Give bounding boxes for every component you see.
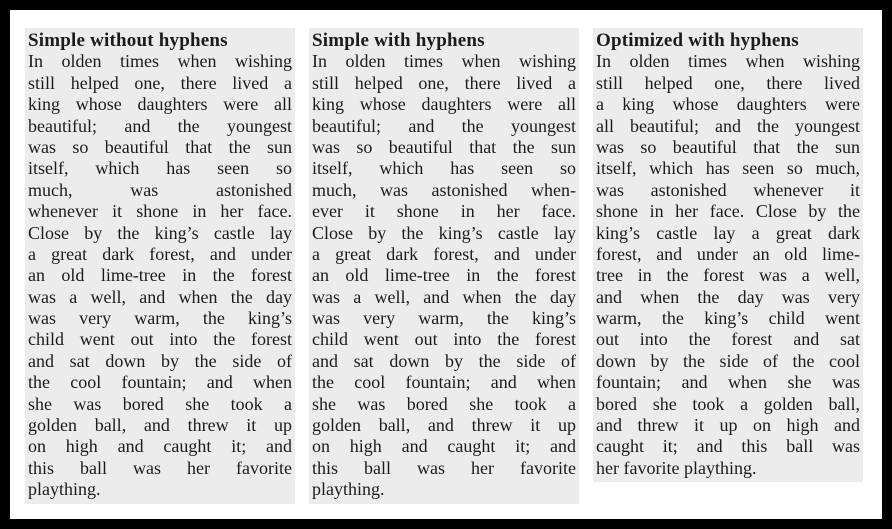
text-line: a great dark forest, and under (312, 243, 576, 264)
text-line: king whose daughters were all (312, 94, 576, 115)
text-line: golden ball, and threw it up (312, 415, 576, 436)
text-line: forest, and under an old lime- (596, 243, 860, 264)
text-line: was a well, and when the day (28, 286, 292, 307)
text-line: still helped one, there lived a (28, 72, 292, 93)
text-line: she was bored she took a (312, 393, 576, 414)
text-line: an old lime-tree in the forest (28, 265, 292, 286)
text-line: tree in the forest was a well, (596, 265, 860, 286)
column-body-text (28, 51, 292, 500)
text-line: was so beautiful that the sun (28, 136, 292, 157)
text-line: was astonished whenever it (596, 179, 860, 200)
text-line: itself, which has seen so (28, 158, 292, 179)
text-line: on high and caught it; and (28, 436, 292, 457)
column-body-text (312, 51, 576, 500)
text-line: king’s castle lay a great dark (596, 222, 860, 243)
text-line: was so beautiful that the sun (312, 136, 576, 157)
text-line: Close by the king’s castle lay (312, 222, 576, 243)
text-line: itself, which has seen so (312, 158, 576, 179)
column-simple-with-hyphens (309, 28, 579, 504)
column-title: Simple without hyphens (28, 30, 228, 51)
text-line: beautiful; and the youngest (28, 115, 292, 136)
text-line: shone in her face. Close by the (596, 201, 860, 222)
text-line: and sat down by the side of (28, 350, 292, 371)
text-line: the cool fountain; and when (312, 372, 576, 393)
column-simple-without-hyphens (25, 28, 295, 504)
text-line: was so beautiful that the sun (596, 136, 860, 157)
text-line: In olden times when wishing (596, 51, 860, 72)
text-line: much, was astonished when- (312, 179, 576, 200)
text-line: In olden times when wishing (28, 51, 292, 72)
columns-container (25, 28, 882, 504)
text-line: fountain; and when she was (596, 372, 860, 393)
text-line: still helped one, there lived (596, 72, 860, 93)
text-line: and threw it up on high and (596, 415, 860, 436)
text-line: a great dark forest, and under (28, 243, 292, 264)
text-line: warm, the king’s child went (596, 308, 860, 329)
text-line: ever it shone in her face. (312, 201, 576, 222)
text-line: all beautiful; and the youngest (596, 115, 860, 136)
text-line: caught it; and this ball was (596, 436, 860, 457)
column-body-text (596, 51, 860, 479)
text-line: this ball was her favorite (312, 457, 576, 478)
text-line: was a well, and when the day (312, 286, 576, 307)
text-line: much, was astonished (28, 179, 292, 200)
text-line: down by the side of the cool (596, 350, 860, 371)
text-line: and when the day was very (596, 286, 860, 307)
text-line: beautiful; and the youngest (312, 115, 576, 136)
text-line: whenever it shone in her face. (28, 201, 292, 222)
column-optimized-with-hyphens (593, 28, 863, 482)
text-line: and sat down by the side of (312, 350, 576, 371)
text-line: she was bored she took a (28, 393, 292, 414)
text-line: was very warm, the king’s (28, 308, 292, 329)
text-line: king whose daughters were all (28, 94, 292, 115)
text-line: golden ball, and threw it up (28, 415, 292, 436)
text-line: plaything. (312, 479, 385, 500)
text-line: plaything. (28, 479, 101, 500)
text-line: itself, which has seen so much, (596, 158, 860, 179)
text-line: was very warm, the king’s (312, 308, 576, 329)
column-title: Optimized with hyphens (596, 30, 799, 51)
text-line: an old lime-tree in the forest (312, 265, 576, 286)
text-line: her favorite plaything. (596, 457, 757, 478)
text-line: still helped one, there lived a (312, 72, 576, 93)
text-line: a king whose daughters were (596, 94, 860, 115)
text-line: In olden times when wishing (312, 51, 576, 72)
text-line: on high and caught it; and (312, 436, 576, 457)
text-line: out into the forest and sat (596, 329, 860, 350)
text-line: child went out into the forest (28, 329, 292, 350)
text-line: Close by the king’s castle lay (28, 222, 292, 243)
column-title: Simple with hyphens (312, 30, 485, 51)
text-line: child went out into the forest (312, 329, 576, 350)
text-line: this ball was her favorite (28, 457, 292, 478)
text-line: bored she took a golden ball, (596, 393, 860, 414)
text-line: the cool fountain; and when (28, 372, 292, 393)
